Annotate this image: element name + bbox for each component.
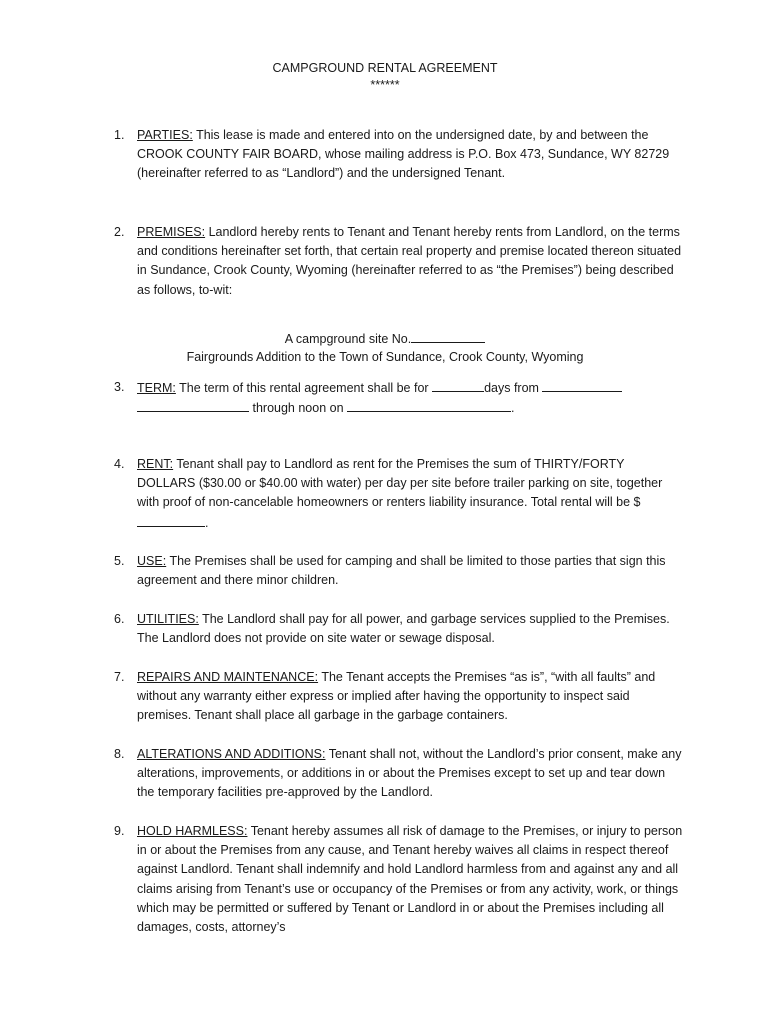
clause-heading: REPAIRS AND MAINTENANCE: [137, 670, 319, 684]
clause-text: This lease is made and entered into on the undersigned date, by and between the CROOK COUNTY FAIR BOARD, whose mailing address is P.O. Box 473, Sundance, WY 82729 (hereinafter referred to as “Landlord”) and the undersigned Tenant. [137, 128, 670, 181]
clause-text: . [205, 515, 209, 530]
term-end-blank[interactable] [347, 398, 511, 412]
clause-number: 9. [114, 824, 125, 838]
clause-premises [114, 223, 684, 300]
clause-body [137, 668, 684, 726]
clause-text: Landlord hereby rents to Tenant and Tenant hereby rents from Landlord, on the terms and conditions hereinafter set forth, that certain real property and premise located thereon situated in Sundance, Crook County, Wyoming (hereinafter referred to as “the Premises”) being described as follows, to-wit: [137, 225, 682, 297]
clause-body [137, 126, 684, 184]
clause-body [137, 610, 684, 648]
clause-heading: TERM: [137, 381, 176, 395]
clause-heading: RENT: [137, 457, 174, 471]
clause-number: 6. [114, 612, 125, 626]
clause-number: 3. [114, 380, 125, 394]
clause-utilities [114, 610, 684, 648]
site-number-line [0, 329, 770, 349]
clause-number: 7. [114, 670, 125, 684]
clause-text: The Premises shall be used for camping and shall be limited to those parties that sign this agreement and there minor children. [137, 554, 666, 588]
clause-heading: UTILITIES: [137, 612, 199, 626]
clause-text: Tenant hereby assumes all risk of damage to the Premises, or injury to person in or about the Premises from any cause, and Tenant hereby waives all claims in respect thereof against Landlord. Tenant shall indemnify and hold Landlord harmless from and against any and all claims arising from Tenant’s use or occupancy of the Premises or from any activity, work, or things which may be permitted or suffered by Tenant or Landlord in or about the Premises including all damages, costs, attorney’s [137, 824, 683, 935]
clause-text: The Landlord shall pay for all power, and garbage services supplied to the Premises. The Landlord does not provide on site water or sewage disposal. [137, 612, 670, 646]
clause-text: through noon on [252, 401, 344, 416]
clause-number: 4. [114, 457, 125, 471]
title-block [0, 60, 770, 94]
clause-number: 8. [114, 747, 125, 761]
clause-text: Tenant shall pay to Landlord as rent for the Premises the sum of THIRTY/FORTY DOLLARS ($30.00 or $40.00 with water) per day per site before trailer parking on site, together with proof of non-cancelable homeowners or renters liability insurance. Total rental will be $ [137, 457, 663, 510]
clause-number: 1. [114, 128, 125, 142]
clause-parties [114, 126, 684, 184]
term-start-blank-a[interactable] [542, 378, 622, 392]
clause-use [114, 552, 684, 590]
clause-body [137, 745, 684, 803]
clause-heading: PREMISES: [137, 225, 206, 239]
site-number-blank[interactable] [411, 329, 485, 343]
clause-rent [114, 455, 684, 533]
term-days-blank[interactable] [432, 378, 484, 392]
total-rental-blank[interactable] [137, 513, 205, 527]
title-stars: ****** [370, 78, 400, 92]
clause-body [137, 378, 684, 418]
site-number-label: A campground site No. [284, 332, 412, 346]
clause-body [137, 552, 684, 590]
document-title: CAMPGROUND RENTAL AGREEMENT [272, 61, 498, 75]
clause-heading: PARTIES: [137, 128, 193, 142]
clause-hold-harmless [114, 822, 684, 937]
clause-text: The Tenant accepts the Premises “as is”, “with all faults” and without any warranty either express or implied after having the opportunity to inspect said premises. Tenant shall place all garbage in the garbage containers. [137, 670, 656, 723]
clause-text: The term of this rental agreement shall be for [179, 381, 429, 395]
clause-heading: HOLD HARMLESS: [137, 824, 248, 838]
term-start-blank-b[interactable] [137, 398, 249, 412]
clause-number: 5. [114, 554, 125, 568]
clause-text: Tenant shall not, without the Landlord’s prior consent, make any alterations, improvements, or additions in or about the Premises except to set up and tear down the temporary facilities pre-approved by the Landlord. [137, 747, 682, 800]
clause-heading: ALTERATIONS AND ADDITIONS: [137, 747, 326, 761]
clause-alterations [114, 745, 684, 803]
clause-body [137, 223, 684, 300]
clause-term [114, 378, 684, 418]
clause-body [137, 822, 684, 937]
clause-text: . [511, 401, 515, 416]
site-location-line: Fairgrounds Addition to the Town of Sundance, Crook County, Wyoming [186, 350, 584, 364]
clause-number: 2. [114, 225, 125, 239]
clause-text: days from [484, 381, 539, 395]
clause-repairs [114, 668, 684, 726]
clause-body [137, 455, 684, 533]
clause-heading: USE: [137, 554, 167, 568]
